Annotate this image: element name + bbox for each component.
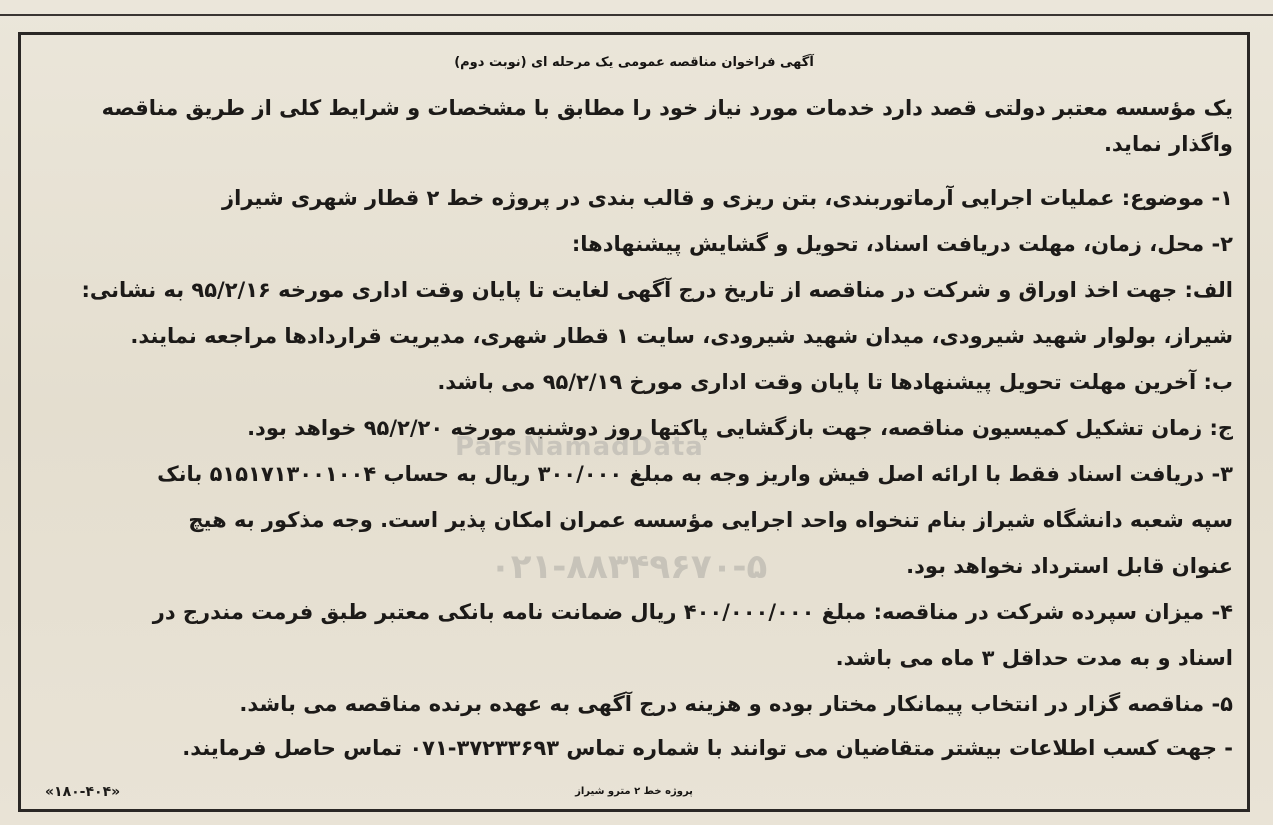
notice-item-a-address: شیراز، بولوار شهید شیرودی، میدان شهید شیرودی، سایت ۱ قطار شهری، مدیریت قراردادها مراجعه نمایند. (130, 324, 1233, 348)
notice-item-documents-cont: عنوان قابل استرداد نخواهد بود. (906, 554, 1233, 578)
notice-item-documents: ۳- دریافت اسناد فقط با ارائه اصل فیش واریز وجه به مبلغ ۳۰۰/۰۰۰ ریال به حساب ۵۱۵۱۷۱۳۰۰۱۰۰۴ بانک (157, 462, 1233, 486)
notice-item-location-time: ۲- محل، زمان، مهلت دریافت اسناد، تحویل و گشایش پیشنهادها: (571, 232, 1233, 256)
watermark-phone: ۰۲۱-۸۸۳۴۹۶۷۰-۵ (490, 547, 768, 587)
notice-item-subject: ۱- موضوع: عملیات اجرایی آرماتوربندی، بتن ریزی و قالب بندی در پروژه خط ۲ قطار شهری شیراز (222, 186, 1233, 210)
notice-item-c: ج: زمان تشکیل کمیسیون مناقصه، جهت بازگشایی پاکتها روز دوشنبه مورخه ۹۵/۲/۲۰ خواهد بود. (247, 416, 1233, 440)
top-rule (0, 0, 1273, 16)
notice-item-contact: - جهت کسب اطلاعات بیشتر متقاضیان می توانند با شماره تماس ۳۷۲۳۳۶۹۳-۰۷۱ تماس حاصل فرمایند. (182, 736, 1233, 760)
notice-title: آگهی فراخوان مناقصه عمومی یک مرحله ای (نوبت دوم) (454, 55, 814, 70)
notice-item-documents-cont: سپه شعبه دانشگاه شیراز بنام تنخواه واحد اجرایی مؤسسه عمران امکان پذیر است. وجه مذکور به هیچ (188, 508, 1233, 532)
notice-item-b: ب: آخرین مهلت تحویل پیشنهادها تا پایان وقت اداری مورخ ۹۵/۲/۱۹ می باشد. (437, 370, 1233, 394)
notice-item-deposit-cont: اسناد و به مدت حداقل ۳ ماه می باشد. (835, 646, 1233, 670)
notice-item-a-line: الف: جهت اخذ اوراق و شرکت در مناقصه از تاریخ درج آگهی لغایت تا پایان وقت اداری مورخه ۹۵/۲/۱۶ به نشانی: (81, 278, 1233, 302)
notice-footer-code: «۱۸۰-۴۰۴» (45, 784, 121, 800)
notice-item-deposit: ۴- میزان سپرده شرکت در مناقصه: مبلغ ۴۰۰/۰۰۰/۰۰۰ ریال ضمانت نامه بانکی معتبر طبق فرمت مندرج در (152, 600, 1233, 624)
notice-intro-line: یک مؤسسه معتبر دولتی قصد دارد خدمات مورد نیاز خود را مطابق با مشخصات و شرایط کلی از طریق مناقصه (101, 96, 1233, 120)
notice-footer-title: پروژه خط ۲ مترو شیراز (575, 786, 693, 797)
notice-intro-line: واگذار نماید. (1103, 132, 1233, 156)
notice-item-tender: ۵- مناقصه گزار در انتخاب پیمانکار مختار بوده و هزینه درج آگهی به عهده برنده مناقصه می باشد. (239, 692, 1233, 716)
watermark-brand: ParsNamadData (455, 432, 704, 462)
